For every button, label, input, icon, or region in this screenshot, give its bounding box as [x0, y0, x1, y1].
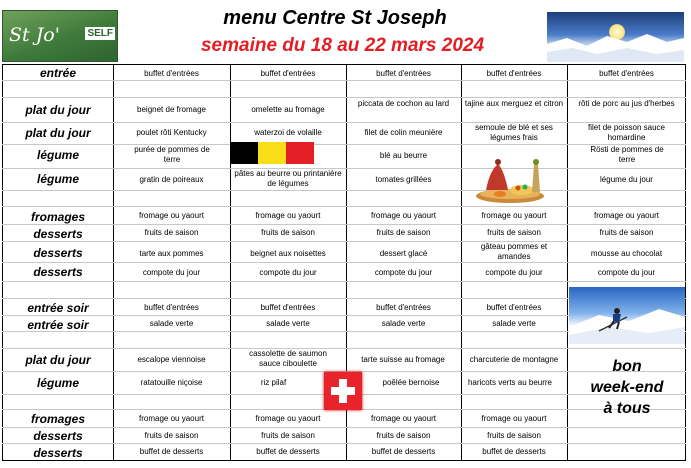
menu-cell: poêlée bernoise	[382, 378, 440, 387]
menu-cell: fruits de saison	[376, 228, 431, 237]
menu-cell: purée de pommes de terre	[134, 145, 210, 164]
menu-cell: fruits de saison	[487, 228, 541, 237]
menu-cell: ratatouille niçoise	[140, 378, 203, 387]
weekend-line: bon	[612, 358, 642, 375]
menu-cell: fromage ou yaourt	[481, 211, 547, 220]
weekend-line: à tous	[603, 400, 651, 417]
menu-cell: buffet d'entrées	[376, 69, 431, 78]
row-label-legume: légume	[36, 172, 79, 186]
menu-cell: gratin de poireaux	[139, 175, 204, 184]
menu-cell: compote du jour	[142, 268, 201, 277]
page-subtitle: semaine du 18 au 22 mars 2024	[200, 35, 485, 56]
menu-cell: fromage ou yaourt	[594, 211, 659, 220]
menu-cell: compote du jour	[597, 268, 656, 277]
mountain-sunset-image	[547, 12, 684, 62]
row-label-entree: entrée	[39, 66, 77, 80]
menu-cell: charcuterie de montagne	[469, 355, 559, 364]
menu-cell: buffet d'entrées	[144, 303, 199, 312]
menu-cell: buffet de desserts	[256, 447, 320, 456]
menu-cell: fruits de saison	[144, 228, 199, 237]
weekend-message	[568, 356, 686, 419]
row-label-fromages: fromages	[30, 210, 86, 224]
menu-cell: filet de colin meunière	[364, 128, 443, 137]
menu-cell: buffet de desserts	[371, 447, 436, 456]
menu-cell: riz pilaf	[260, 378, 287, 387]
moroccan-food-icon	[470, 150, 550, 204]
row-label-fromages: fromages	[30, 412, 86, 426]
menu-cell: buffet de desserts	[482, 447, 546, 456]
row-label-legume: légume	[36, 148, 79, 162]
menu-cell: salade verte	[381, 319, 426, 328]
menu-cell: buffet d'entrées	[376, 303, 431, 312]
menu-cell: tomates grillées	[375, 175, 432, 184]
menu-cell: omelette au fromage	[251, 105, 325, 114]
menu-cell: pâtes au beurre ou printanière de légumes	[234, 169, 342, 188]
menu-cell: beignet aux noisettes	[250, 249, 326, 258]
menu-cell: tarte suisse au fromage	[361, 355, 445, 364]
menu-cell: fromage ou yaourt	[371, 211, 436, 220]
row-label-plat: plat du jour	[25, 103, 91, 117]
menu-cell: mousse au chocolat	[590, 249, 663, 258]
menu-cell: fromage ou yaourt	[371, 414, 436, 423]
menu-cell: rôti de porc au jus d'herbes	[578, 99, 675, 108]
menu-cell: filet de poisson sauce homardine	[588, 123, 665, 142]
row-label-desserts: desserts	[33, 446, 83, 460]
menu-cell: buffet d'entrées	[260, 69, 316, 78]
menu-cell: buffet de desserts	[139, 447, 204, 456]
row-label-desserts: desserts	[33, 265, 83, 279]
row-label-desserts: desserts	[33, 227, 83, 241]
menu-cell: fruits de saison	[487, 431, 541, 440]
logo	[2, 10, 118, 62]
swiss-flag-icon	[324, 372, 362, 410]
menu-cell: tarte aux pommes	[139, 249, 204, 258]
menu-cell: Rösti de pommes de terre	[590, 145, 664, 164]
menu-cell: piccata de cochon au lard	[357, 99, 450, 108]
menu-cell: salade verte	[266, 319, 310, 328]
menu-cell: fruits de saison	[261, 228, 315, 237]
menu-cell: légume du jour	[600, 175, 653, 184]
menu-cell: compote du jour	[374, 268, 433, 277]
menu-cell: gâteau pommes et amandes	[480, 242, 548, 261]
menu-cell: buffet d'entrées	[486, 69, 542, 78]
menu-cell: fromage ou yaourt	[139, 211, 204, 220]
menu-cell: fromage ou yaourt	[255, 211, 321, 220]
menu-cell: waterzoi de volaille	[254, 128, 322, 137]
menu-cell: fruits de saison	[599, 228, 654, 237]
row-label-plat: plat du jour	[25, 126, 91, 140]
menu-cell: dessert glacé	[379, 249, 428, 258]
menu-cell: buffet d'entrées	[486, 303, 542, 312]
menu-cell: buffet d'entrées	[599, 69, 654, 78]
menu-cell: cassolette de saumon sauce ciboulette	[249, 349, 327, 368]
skier-image	[569, 287, 685, 344]
menu-cell: fruits de saison	[144, 431, 199, 440]
menu-cell: tajine aux merguez et citron	[464, 99, 564, 108]
menu-cell: compote du jour	[259, 268, 317, 277]
menu-cell: fruits de saison	[376, 431, 431, 440]
menu-cell: haricots verts au beurre	[467, 378, 553, 387]
menu-cell: fruits de saison	[261, 431, 315, 440]
menu-cell: fromage ou yaourt	[481, 414, 547, 423]
logo-badge: SELF	[87, 28, 113, 39]
menu-cell: buffet d'entrées	[144, 69, 199, 78]
menu-cell: fromage ou yaourt	[255, 414, 321, 423]
menu-cell: blé au beurre	[379, 151, 428, 160]
row-label-entree-soir: entrée soir	[27, 301, 89, 315]
row-label-entree-soir: entrée soir	[27, 318, 89, 332]
row-label-desserts: desserts	[33, 246, 83, 260]
menu-cell: salade verte	[492, 319, 536, 328]
row-label-legume: légume	[36, 376, 79, 390]
page-title: menu Centre St Joseph	[223, 7, 447, 29]
menu-cell: salade verte	[149, 319, 194, 328]
menu-cell: semoule de blé et ses légumes frais	[475, 123, 553, 142]
logo-text: St Jo'	[9, 24, 60, 46]
row-label-plat: plat du jour	[25, 353, 91, 367]
menu-cell: fromage ou yaourt	[139, 414, 204, 423]
weekend-line: week-end	[590, 379, 664, 396]
row-label-desserts: desserts	[33, 429, 83, 443]
menu-cell: beignet de fromage	[137, 105, 206, 114]
belgian-flag-icon	[230, 142, 314, 164]
menu-cell: buffet d'entrées	[260, 303, 316, 312]
menu-cell: poulet rôti Kentucky	[136, 128, 207, 137]
menu-cell: compote du jour	[485, 268, 543, 277]
menu-cell: escalope viennoise	[137, 355, 206, 364]
